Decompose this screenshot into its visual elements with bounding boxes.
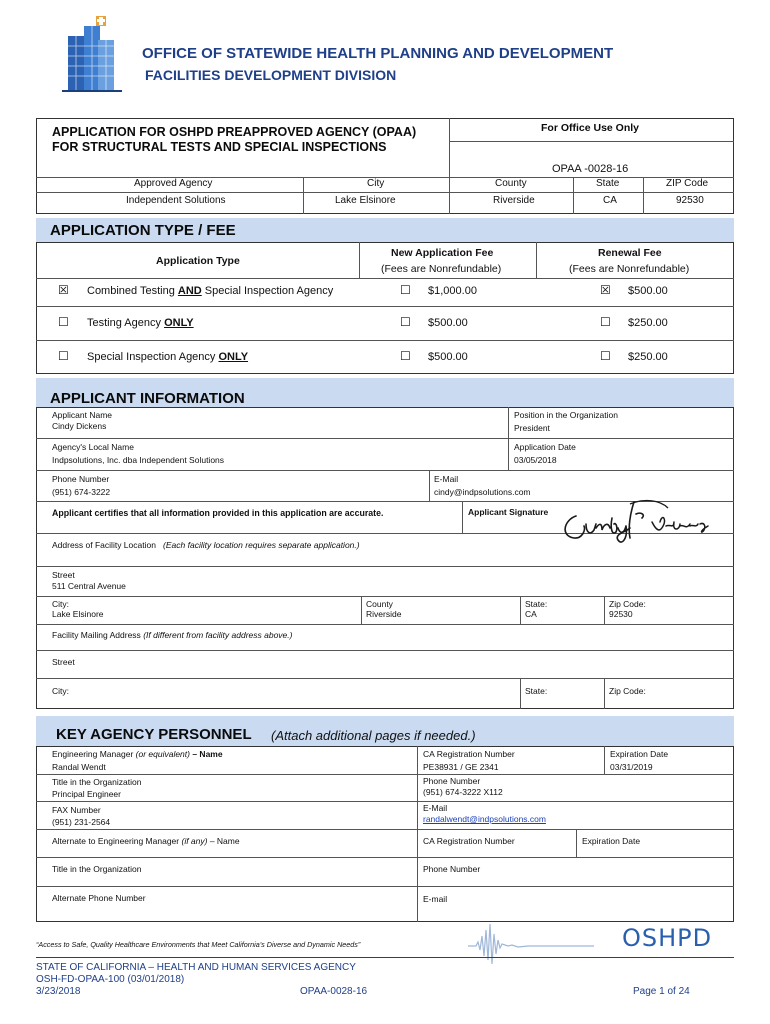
applicant-table (36, 407, 734, 709)
agency-header-zip: ZIP Code (666, 178, 709, 189)
facility-state-value[interactable]: CA (525, 609, 537, 619)
facility-street-label: Street (52, 570, 75, 580)
type-label-special: Special Inspection Agency ONLY (87, 351, 249, 363)
application-title-line2: FOR STRUCTURAL TESTS AND SPECIAL INSPECTIONS (52, 140, 387, 154)
facility-city-label: City: (52, 599, 69, 609)
mailing-city-label[interactable]: City: (52, 686, 69, 696)
seismograph-graphic (468, 916, 594, 968)
em-fax-label: FAX Number (52, 805, 101, 815)
agency-header-county: County (495, 178, 527, 189)
agency-value-city: Lake Elsinore (335, 195, 396, 206)
facility-state-label: State: (525, 599, 548, 609)
agency-value-state: CA (603, 195, 617, 206)
em-title-label: Title in the Organization (52, 777, 142, 787)
footer-page-number: Page 1 of 24 (633, 986, 690, 997)
oshpd-building-logo (62, 14, 124, 94)
em-phone-value[interactable]: (951) 674-3222 X112 (423, 787, 503, 797)
alt-ca-reg-label[interactable]: CA Registration Number (423, 836, 515, 846)
type-checkbox-testing[interactable]: ☐ (58, 315, 69, 329)
eng-manager-name[interactable]: Randal Wendt (52, 762, 106, 772)
em-email-label: E-Mail (423, 803, 448, 813)
applicant-phone-value[interactable]: (951) 674-3222 (52, 487, 111, 497)
new-fee-testing: $500.00 (428, 317, 468, 329)
oshpd-footer-logo: OSHPD (622, 924, 713, 952)
renew-fee-checkbox-combined[interactable]: ☒ (600, 283, 611, 297)
eng-manager-label: Engineering Manager (or equivalent) – Name (52, 749, 223, 759)
alt-expiration-label[interactable]: Expiration Date (582, 836, 641, 846)
type-label-combined: Combined Testing AND Special Inspection Agency (87, 285, 334, 297)
renew-fee-testing: $250.00 (628, 317, 668, 329)
section-title-personnel: KEY AGENCY PERSONNEL (56, 726, 252, 743)
applicant-name[interactable]: Cindy Dickens (52, 421, 107, 431)
agency-value-approved: Independent Solutions (126, 195, 226, 206)
facility-county-value[interactable]: Riverside (366, 609, 402, 619)
local-name-label: Agency's Local Name (52, 442, 134, 452)
col-application-type: Application Type (156, 255, 240, 267)
applicant-signature[interactable] (556, 494, 716, 546)
col-new-fee-note: (Fees are Nonrefundable) (381, 263, 502, 275)
position-label: Position in the Organization (514, 410, 618, 420)
mailing-zip-label[interactable]: Zip Code: (609, 686, 646, 696)
expiration-value[interactable]: 03/31/2019 (610, 762, 653, 772)
renew-fee-special: $250.00 (628, 351, 668, 363)
agency-header-approved: Approved Agency (134, 178, 213, 189)
facility-city-value[interactable]: Lake Elsinore (52, 609, 104, 619)
footer-slogan: “Access to Safe, Quality Healthcare Environments that Meet California’s Diverse and Dynamic Needs” (36, 940, 361, 949)
office-use-label: For Office Use Only (541, 122, 640, 134)
application-date-label: Application Date (514, 442, 576, 452)
header-title-line2: FACILITIES DEVELOPMENT DIVISION (145, 67, 397, 83)
renew-fee-checkbox-testing[interactable]: ☐ (600, 315, 611, 329)
em-fax-value[interactable]: (951) 231-2564 (52, 817, 111, 827)
em-title-value[interactable]: Principal Engineer (52, 789, 121, 799)
new-fee-checkbox-combined[interactable]: ☐ (400, 283, 411, 297)
type-checkbox-combined[interactable]: ☒ (58, 283, 69, 297)
facility-zip-value[interactable]: 92530 (609, 609, 633, 619)
footer-form-id: OSH-FD-OPAA-100 (03/01/2018) (36, 974, 185, 985)
facility-street-value[interactable]: 511 Central Avenue (52, 581, 126, 591)
footer-agency: STATE OF CALIFORNIA – HEALTH AND HUMAN SERVICES AGENCY (36, 962, 356, 973)
em-phone-label: Phone Number (423, 776, 481, 786)
header-title-line1: OFFICE OF STATEWIDE HEALTH PLANNING AND DEVELOPMENT (142, 45, 614, 62)
alt-alt-phone-label[interactable]: Alternate Phone Number (52, 893, 146, 903)
position-value[interactable]: President (514, 423, 550, 433)
personnel-note: (Attach additional pages if needed.) (271, 728, 476, 743)
applicant-email-value[interactable]: cindy@indpsolutions.com (434, 487, 531, 497)
renew-fee-combined: $500.00 (628, 285, 668, 297)
facility-location-label: Address of Facility Location (Each facility location requires separate application.) (52, 540, 360, 550)
signature-label: Applicant Signature (468, 507, 549, 517)
ca-reg-label: CA Registration Number (423, 749, 515, 759)
agency-value-county: Riverside (493, 195, 535, 206)
applicant-email-label: E-Mail (434, 474, 459, 484)
new-fee-combined: $1,000.00 (428, 285, 477, 297)
footer-opaa-ref: OPAA-0028-16 (300, 986, 368, 997)
new-fee-special: $500.00 (428, 351, 468, 363)
signature-image (556, 494, 716, 546)
type-label-testing: Testing Agency ONLY (87, 317, 194, 329)
new-fee-checkbox-testing[interactable]: ☐ (400, 315, 411, 329)
renew-fee-checkbox-special[interactable]: ☐ (600, 349, 611, 363)
alt-email-label[interactable]: E-mail (423, 894, 448, 904)
mailing-street-label[interactable]: Street (52, 657, 75, 667)
section-title-applicant: APPLICANT INFORMATION (50, 390, 245, 407)
local-name-value[interactable]: Indpsolutions, Inc. dba Independent Solutions (52, 455, 225, 465)
opaa-number: OPAA -0028-16 (552, 163, 629, 175)
mailing-state-label[interactable]: State: (525, 686, 548, 696)
certify-statement: Applicant certifies that all information provided in this application are accurate. (52, 508, 384, 518)
footer-date: 3/23/2018 (36, 986, 81, 997)
col-new-fee: New Application Fee (391, 247, 494, 259)
agency-value-zip: 92530 (676, 195, 704, 206)
col-renewal-fee-note: (Fees are Nonrefundable) (569, 263, 690, 275)
applicant-name-label: Applicant Name (52, 410, 113, 420)
application-date-value[interactable]: 03/05/2018 (514, 455, 557, 465)
alt-phone-label[interactable]: Phone Number (423, 864, 481, 874)
em-email-link[interactable] (423, 814, 546, 825)
type-checkbox-special[interactable]: ☐ (58, 349, 69, 363)
agency-header-state: State (596, 178, 620, 189)
alt-title-label[interactable]: Title in the Organization (52, 864, 142, 874)
facility-zip-label: Zip Code: (609, 599, 646, 609)
em-email-value[interactable]: randalwendt@indpsolutions.com (423, 814, 546, 824)
facility-county-label: County (366, 599, 393, 609)
expiration-label: Expiration Date (610, 749, 669, 759)
col-renewal-fee: Renewal Fee (598, 247, 662, 259)
mailing-address-label: Facility Mailing Address (If different from facility address above.) (52, 630, 293, 640)
alt-manager-label: Alternate to Engineering Manager (if any) – Name (52, 836, 240, 846)
new-fee-checkbox-special[interactable]: ☐ (400, 349, 411, 363)
section-title-application-type: APPLICATION TYPE / FEE (50, 222, 236, 239)
applicant-phone-label: Phone Number (52, 474, 110, 484)
ca-reg-value[interactable]: PE38931 / GE 2341 (423, 762, 499, 772)
agency-header-city: City (367, 178, 385, 189)
application-title-line1: APPLICATION FOR OSHPD PREAPPROVED AGENCY (OPAA) (52, 125, 417, 139)
